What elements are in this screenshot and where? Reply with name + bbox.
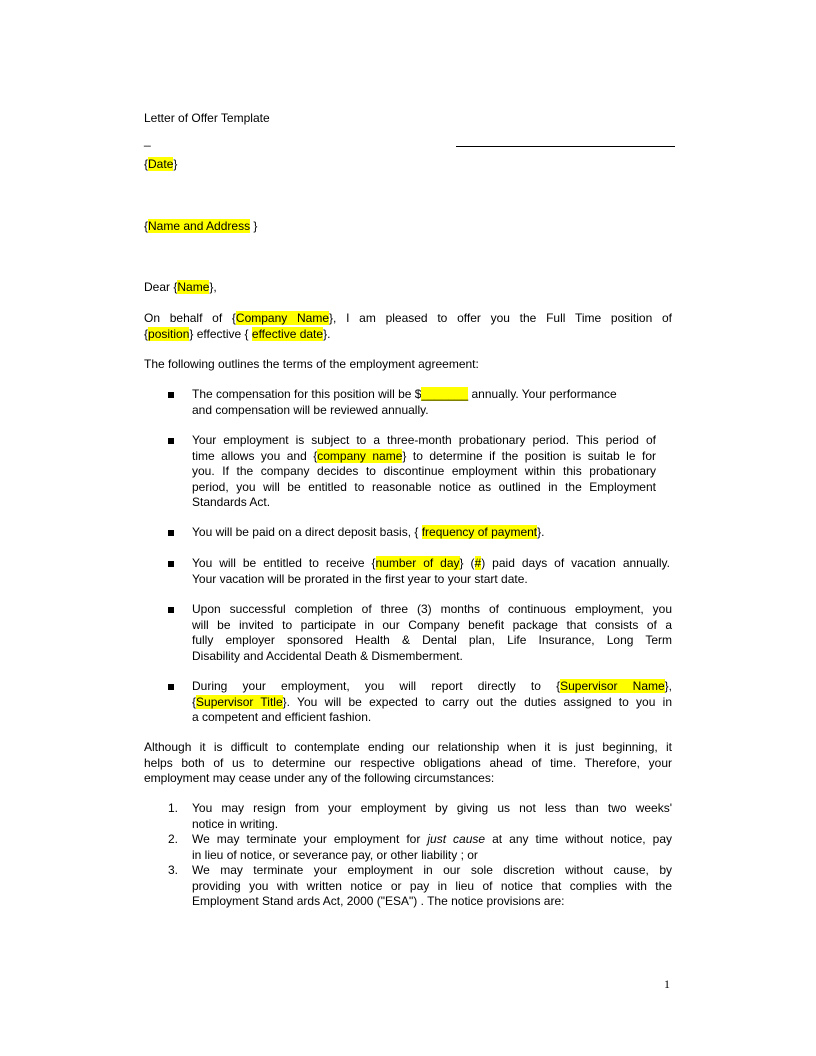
name-address-placeholder: {Name and Address } bbox=[144, 219, 258, 233]
list-item-without-cause: We may terminate your employment in our sole discretion without cause, by providing you with written notice or pay in lieu of notice that complies with the Employment Stand ards Act, 2000 ("ESA") . The notice provisions are: bbox=[192, 863, 672, 908]
payment-frequency-field[interactable]: frequency of payment bbox=[421, 525, 538, 539]
bullet-icon bbox=[168, 530, 174, 536]
terms-intro: The following outlines the terms of the employment agreement: bbox=[144, 357, 479, 371]
signature-rule bbox=[456, 146, 675, 147]
supervisor-bullet: During your employment, you will report directly to {Supervisor Name}, {Supervisor Title}. You will be expected to carry out the duties assigned to you in a competent and efficient fashion. bbox=[192, 679, 673, 724]
company-name-field[interactable]: Company Name bbox=[235, 311, 330, 325]
position-field[interactable]: position bbox=[148, 326, 190, 341]
name-address-field[interactable]: Name and Address bbox=[148, 219, 251, 233]
offer-paragraph: On behalf of {Company Name}, I am pleased to offer you the Full Time position of {position} effective { effective date}. bbox=[144, 311, 672, 341]
vacation-days-field[interactable]: number of day bbox=[375, 556, 460, 570]
vacation-count-field[interactable]: # bbox=[474, 556, 482, 570]
dash-mark: _ bbox=[144, 133, 151, 147]
bullet-icon bbox=[168, 684, 174, 690]
date-field[interactable]: Date bbox=[148, 157, 174, 171]
compensation-bullet: The compensation for this position will be $_______ annually. Your performance and compensation will be reviewed annually. bbox=[192, 387, 617, 417]
supervisor-name-field[interactable]: Supervisor Name bbox=[560, 679, 665, 693]
vacation-bullet: You will be entitled to receive {number of day} (#) paid days of vacation annually. Your vacation will be prorated in the first year to your start date. bbox=[192, 556, 670, 586]
supervisor-title-field[interactable]: Supervisor Title bbox=[196, 694, 283, 709]
list-number: 2. bbox=[168, 832, 179, 846]
date-placeholder: {Date} bbox=[144, 157, 178, 171]
list-number: 3. bbox=[168, 863, 179, 877]
salary-blank-field[interactable]: _______ bbox=[421, 387, 469, 401]
bullet-icon bbox=[168, 561, 174, 567]
probation-bullet: Your employment is subject to a three-month probationary period. This period of time allows you and {company name} to determine if the position is suitab le for you. If the company decides to discontinue employment within this probationary period, you will be entitled to reasonable notice as outlined in the Employment Standards Act. bbox=[192, 433, 656, 509]
list-number: 1. bbox=[168, 801, 179, 815]
list-item-just-cause: We may terminate your employment for just cause at any time without notice, pay in lieu of notice, or severance pay, or other liability ; or bbox=[192, 832, 673, 862]
list-item-resign: You may resign from your employment by giving us not less than two weeks' notice in writing. bbox=[192, 801, 672, 831]
bullet-icon bbox=[168, 392, 174, 398]
bullet-icon bbox=[168, 607, 174, 613]
salutation-name-field[interactable]: Name bbox=[177, 280, 210, 294]
salutation: Dear {Name}, bbox=[144, 280, 217, 294]
payment-bullet: You will be paid on a direct deposit basis, { frequency of payment}. bbox=[192, 525, 545, 539]
benefits-bullet: Upon successful completion of three (3) months of continuous employment, you will be invited to participate in our Company benefit package that consists of a fully employer sponsored Health & Dental plan, Life Insurance, Long Term Disability and Accidental Death & Dismemberment. bbox=[192, 602, 672, 663]
page-number: 1 bbox=[664, 977, 670, 991]
bullet-icon bbox=[168, 438, 174, 444]
document-title: Letter of Offer Template bbox=[144, 111, 270, 125]
effective-date-field[interactable]: effective date bbox=[251, 326, 324, 341]
termination-paragraph: Although it is difficult to contemplate ending our relationship when it is just beginning, it helps both of us to determine our respective obligations ahead of time. Therefore, your employment may cease under any of the following circumstances: bbox=[144, 740, 672, 785]
company-name-field-2[interactable]: company name bbox=[317, 448, 403, 463]
